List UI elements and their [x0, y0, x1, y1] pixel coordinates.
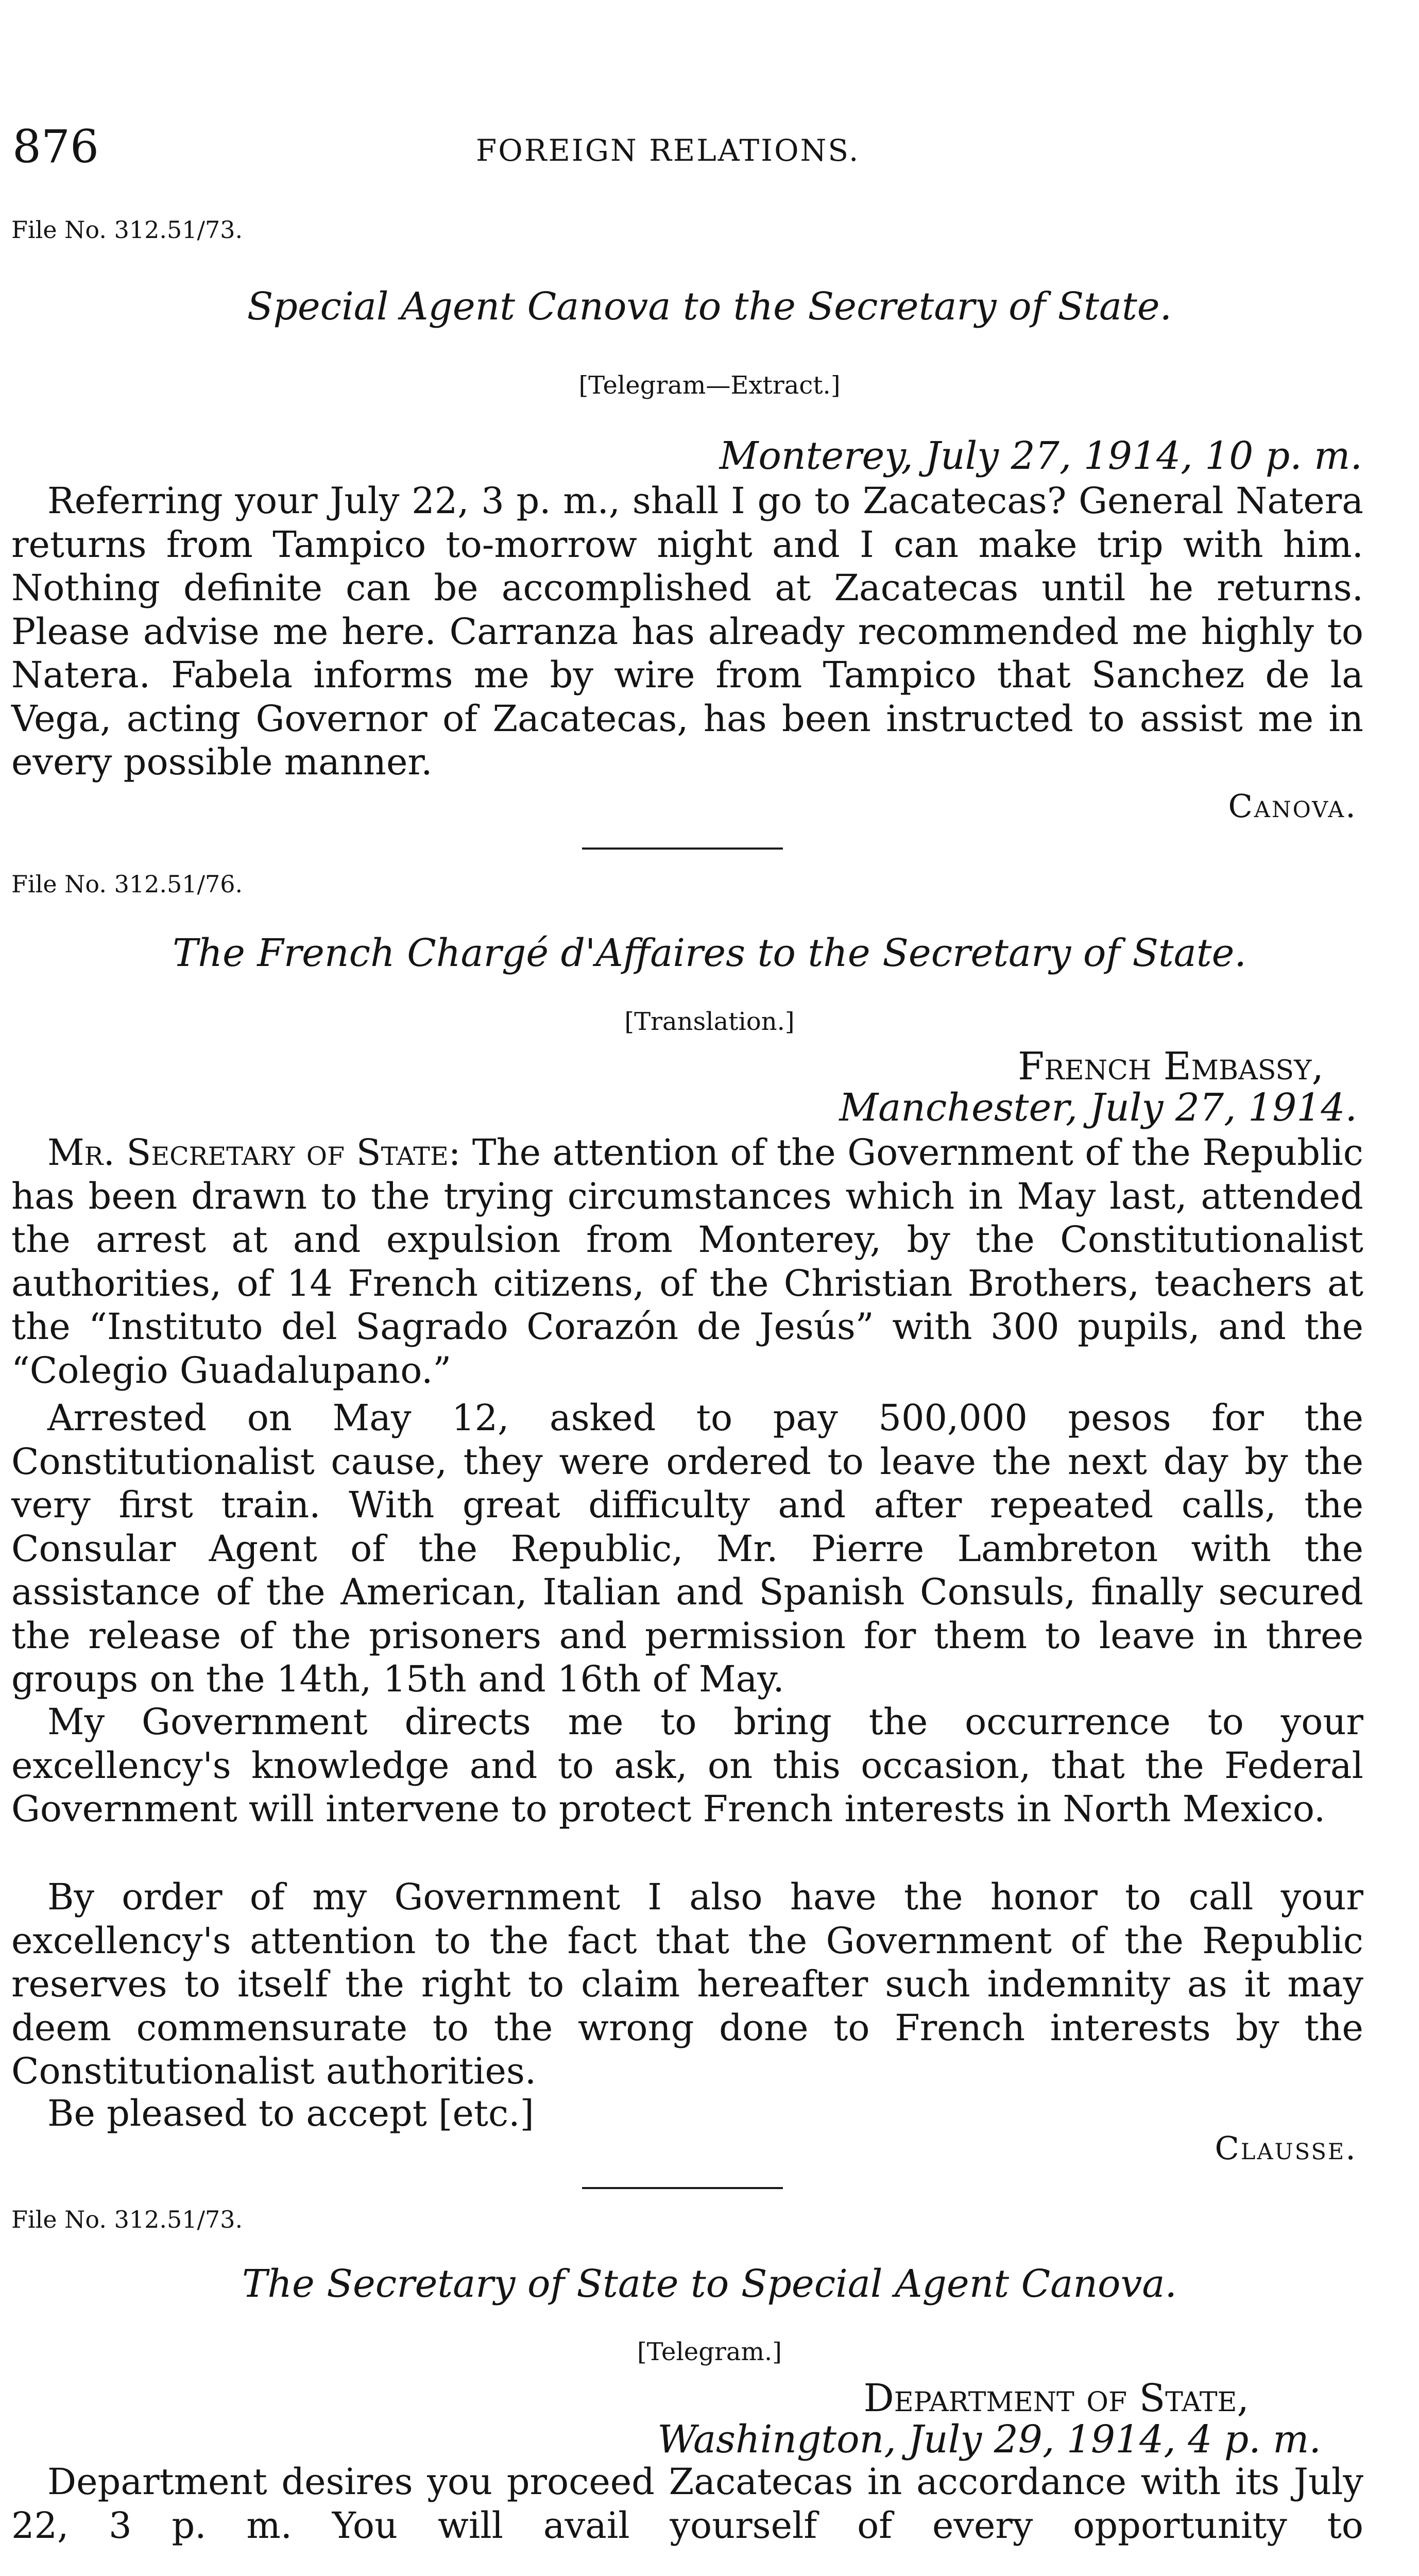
file-number: File No. 312.51/73.: [11, 2206, 243, 2233]
running-title: FOREIGN RELATIONS.: [476, 133, 860, 168]
signature: Canova.: [1228, 787, 1357, 825]
page-header: [12, 118, 1357, 175]
body-paragraph: Referring your July 22, 3 p. m., shall I go to Zacatecas? General Natera returns from Tampico to-morrow night and I can make trip with him. Nothing definite can be accomplished at Zacatecas until he returns. Please advise me here. Carranza has already recommended me highly to Natera. Fabela informs me by wire from Tampico that Sanchez de la Vega, acting Governor of Zacatecas, has been instructed to assist me in every possible manner.: [11, 480, 1363, 783]
document-title: Special Agent Canova to the Secretary of State.: [247, 284, 1172, 329]
body-paragraph: By order of my Government I also have the honor to call your excellency's attention to the fact that the Government of the Republic reserves to itself the right to claim hereafter such indemnity as it may deem commensurate to the wrong done to French interests by the Constitutionalist authorities.: [11, 1876, 1363, 2092]
body-paragraph: Department desires you proceed Zacatecas in accordance with its July 22, 3 p. m. You will avail yourself of every opportunity to: [11, 2461, 1363, 2547]
dateline: Manchester, July 27, 1914.: [839, 1086, 1357, 1130]
dateline: Washington, July 29, 1914, 4 p. m.: [657, 2417, 1321, 2462]
dateline: Monterey, July 27, 1914, 10 p. m.: [719, 434, 1362, 478]
salutation: Mr. Secretary of State:: [47, 1131, 461, 1174]
body-paragraph: My Government directs me to bring the occurrence to your excellency's knowledge and to ask, on this occasion, that the Federal Government will intervene to protect French interests in North Mexico.: [11, 1701, 1363, 1830]
paragraph-text: The attention of the Government of the Republic has been drawn to the trying circumstances which in May last, attended the arrest at and expulsion from Monterey, by the Constitutionalist authorities, of 14 French citizens, of the Christian Brothers, teachers at the “Instituto del Sagrado Corazón de Jesús” with 300 pupils, and the “Colegio Guadalupano.”: [11, 1131, 1363, 1392]
document-note: [Telegram—Extract.]: [578, 371, 841, 400]
document-note: [Translation.]: [624, 1007, 795, 1036]
address-line: Department of State,: [863, 2376, 1249, 2420]
signature: Clausse.: [1215, 2129, 1357, 2167]
document-note: [Telegram.]: [637, 2337, 782, 2366]
page-number: 876: [12, 120, 99, 173]
body-paragraph: [11, 1131, 1363, 1392]
document-title: The French Chargé d'Affaires to the Secretary of State.: [173, 931, 1246, 975]
document-title: The Secretary of State to Special Agent Canova.: [242, 2262, 1177, 2306]
body-paragraph: Arrested on May 12, asked to pay 500,000 pesos for the Constitutionalist cause, they were ordered to leave the next day by the very first train. With great difficulty and after repeated calls, the Consular Agent of the Republic, Mr. Pierre Lambreton with the assistance of the American, Italian and Spanish Consuls, finally secured the release of the prisoners and permission for them to leave in three groups on the 14th, 15th and 16th of May.: [11, 1397, 1363, 1700]
section-divider: [582, 848, 783, 850]
section-divider: [582, 2187, 783, 2189]
body-paragraph: Be pleased to accept [etc.]: [47, 2092, 534, 2134]
address-line: French Embassy,: [1018, 1044, 1324, 1089]
file-number: File No. 312.51/73.: [11, 216, 243, 244]
file-number: File No. 312.51/76.: [11, 870, 243, 898]
